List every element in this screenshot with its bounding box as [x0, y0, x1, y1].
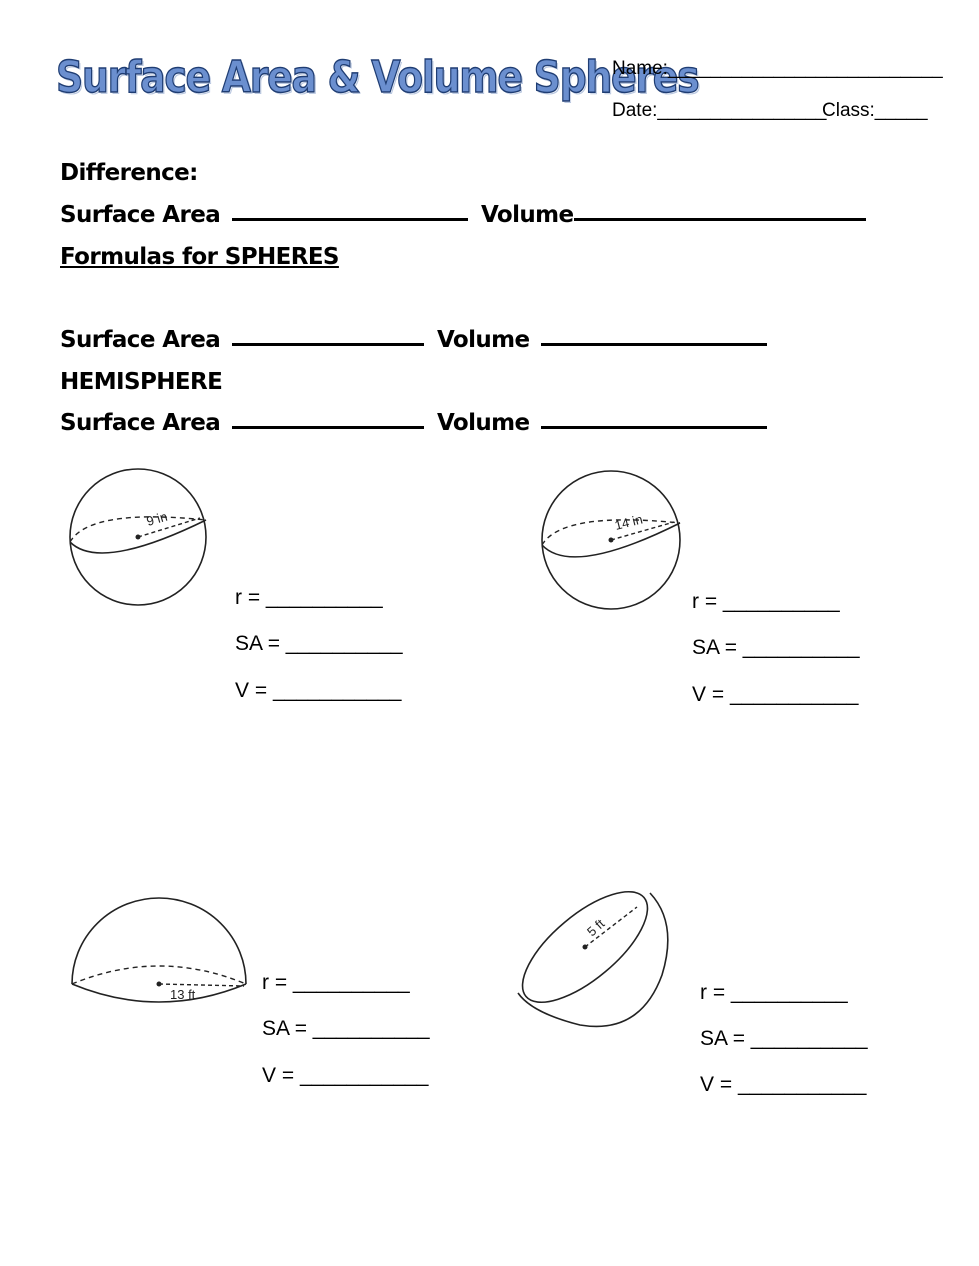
surface-area-answer-3[interactable]: SA = __________ — [262, 1017, 430, 1040]
radius-answer-2[interactable]: r = __________ — [692, 590, 840, 613]
volume-answer-3[interactable]: V = ___________ — [262, 1064, 429, 1087]
date-field[interactable]: Date:________________ — [612, 100, 827, 121]
surface-area-answer-2[interactable]: SA = __________ — [692, 636, 860, 659]
sphere-volume-blank[interactable] — [541, 343, 767, 346]
sphere-figure-1 — [60, 460, 220, 620]
dimension-label: 14 in — [613, 511, 645, 533]
surface-area-label: Surface Area — [60, 202, 221, 228]
hemisphere-formula-row — [60, 410, 767, 436]
sphere-figure-2 — [532, 465, 692, 625]
dimension-label: 13 ft — [170, 987, 196, 1002]
formulas-heading: Formulas for SPHERES — [60, 244, 339, 270]
hemisphere-figure-2 — [510, 885, 680, 1045]
sphere-surface-area-blank[interactable] — [232, 343, 424, 346]
dimension-label: 9 in — [144, 508, 169, 529]
difference-label: Difference: — [60, 160, 198, 186]
volume-difference-blank[interactable] — [574, 218, 866, 221]
difference-row — [60, 202, 866, 228]
volume-label: Volume — [480, 202, 574, 228]
radius-answer-4[interactable]: r = __________ — [700, 981, 848, 1004]
dimension-label: 5 ft — [583, 915, 608, 940]
radius-answer-3[interactable]: r = __________ — [262, 971, 410, 994]
worksheet-title: Surface Area & Volume Spheres — [56, 52, 699, 103]
volume-label: Volume — [436, 327, 530, 353]
volume-answer-1[interactable]: V = ___________ — [235, 679, 402, 702]
hemisphere-heading: HEMISPHERE — [60, 369, 223, 395]
class-field[interactable]: Class:_____ — [822, 100, 928, 121]
volume-answer-2[interactable]: V = ___________ — [692, 683, 859, 706]
surface-area-label: Surface Area — [60, 327, 221, 353]
surface-area-answer-1[interactable]: SA = __________ — [235, 632, 403, 655]
radius-answer-1[interactable]: r = __________ — [235, 586, 383, 609]
volume-answer-4[interactable]: V = ___________ — [700, 1073, 867, 1096]
surface-area-difference-blank[interactable] — [232, 218, 468, 221]
volume-label: Volume — [436, 410, 530, 436]
hemisphere-surface-area-blank[interactable] — [232, 426, 424, 429]
surface-area-answer-4[interactable]: SA = __________ — [700, 1027, 868, 1050]
hemisphere-figure-1 — [60, 890, 260, 1020]
sphere-formula-row — [60, 327, 767, 353]
name-field[interactable]: Name:__________________________ — [612, 58, 943, 79]
surface-area-label: Surface Area — [60, 410, 221, 436]
hemisphere-volume-blank[interactable] — [541, 426, 767, 429]
